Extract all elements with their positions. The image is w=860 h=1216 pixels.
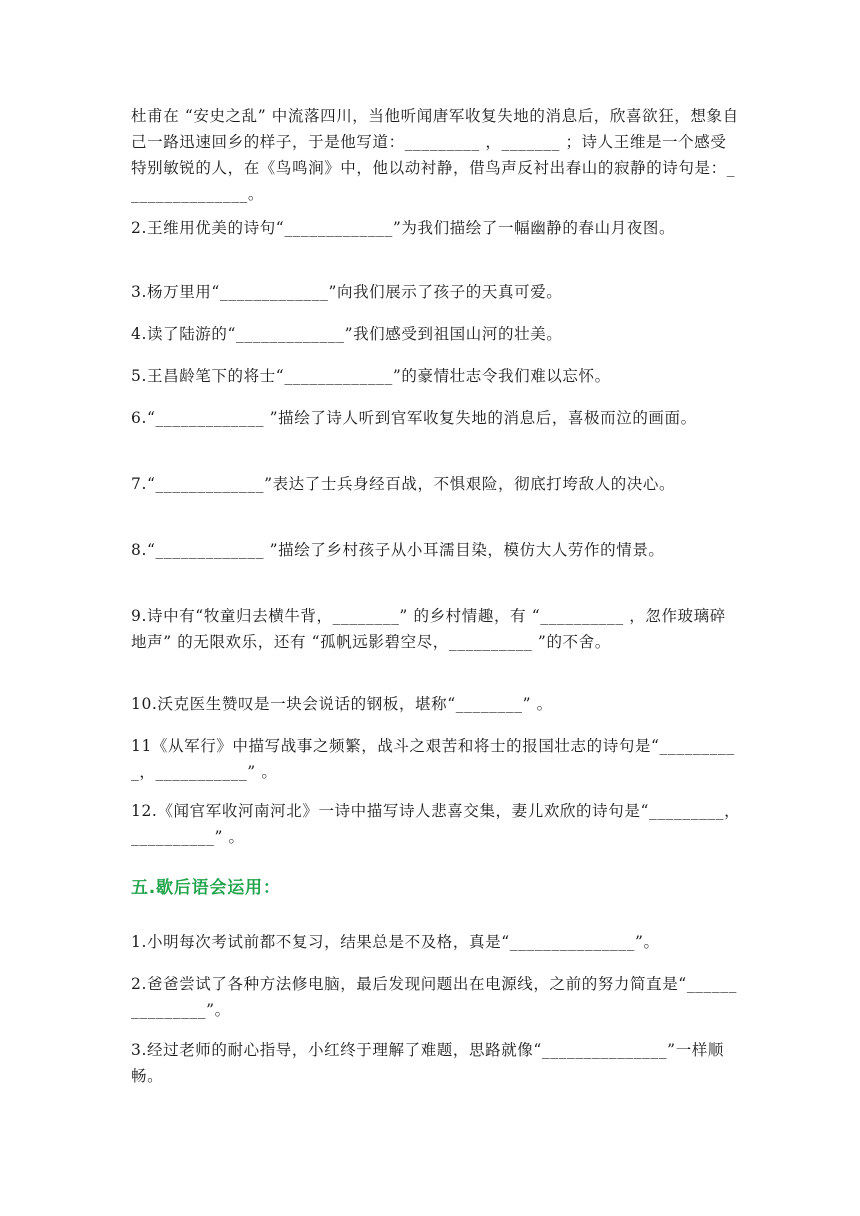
xiehouyu-question-2: 2.爸爸尝试了各种方法修电脑，最后发现问题出在电源线，之前的努力简直是“_______________”。 xyxy=(131,975,737,1019)
question-6: 6.“_____________ ”描绘了诗人听到官军收复失地的消息后，喜极而泣的画面。 xyxy=(131,409,697,427)
xiehouyu-question-1: 1.小明每次考试前都不复习，结果总是不及格，真是“_______________”。 xyxy=(131,933,660,951)
poetry-intro-paragraph: 杜甫在 “安史之乱” 中流落四川，当他听闻唐军收复失地的消息后，欣喜欲狂，想象自己一路迅速回乡的样子，于是他写道：_________ ，_______ ；诗人王维是一个感受特别敏锐的人，在《鸟鸣涧》中，他以动衬静，借鸟声反衬出春山的寂静的诗句是：_______________。 xyxy=(131,107,739,203)
section-heading-xiehouyu: 五.歇后语会运用： xyxy=(131,878,281,898)
question-5: 5.王昌龄笔下的将士“_____________”的豪情壮志令我们难以忘怀。 xyxy=(131,367,611,385)
question-10: 10.沃克医生赞叹是一块会说话的钢板，堪称“________” 。 xyxy=(131,695,553,713)
question-2: 2.王维用优美的诗句“_____________”为我们描绘了一幅幽静的春山月夜图。 xyxy=(131,219,676,237)
question-11: 11《从军行》中描写战事之频繁，战斗之艰苦和将士的报国壮志的诗句是“__________，___________” 。 xyxy=(131,737,735,781)
question-8: 8.“_____________ ”描绘了乡村孩子从小耳濡目染，模仿大人劳作的情景。 xyxy=(131,541,665,559)
question-7: 7.“_____________”表达了士兵身经百战，不惧艰险，彻底打垮敌人的决心。 xyxy=(131,475,676,493)
question-4: 4.读了陆游的“_____________”我们感受到祖国山河的壮美。 xyxy=(131,325,563,343)
question-12: 12.《闻官军收河南河北》一诗中描写诗人悲喜交集，妻儿欢欣的诗句是“_________，__________” 。 xyxy=(131,802,741,846)
question-9: 9.诗中有“牧童归去横牛背，________” 的乡村情趣，有 “__________ ，忽作玻璃碎地声” 的无限欢乐，还有 “孤帆远影碧空尽，__________ ”的不舍。 xyxy=(131,607,726,651)
question-3: 3.杨万里用“_____________”向我们展示了孩子的天真可爱。 xyxy=(131,283,563,301)
xiehouyu-question-3: 3.经过老师的耐心指导，小红终于理解了难题，思路就像“_______________”一样顺畅。 xyxy=(131,1041,724,1085)
